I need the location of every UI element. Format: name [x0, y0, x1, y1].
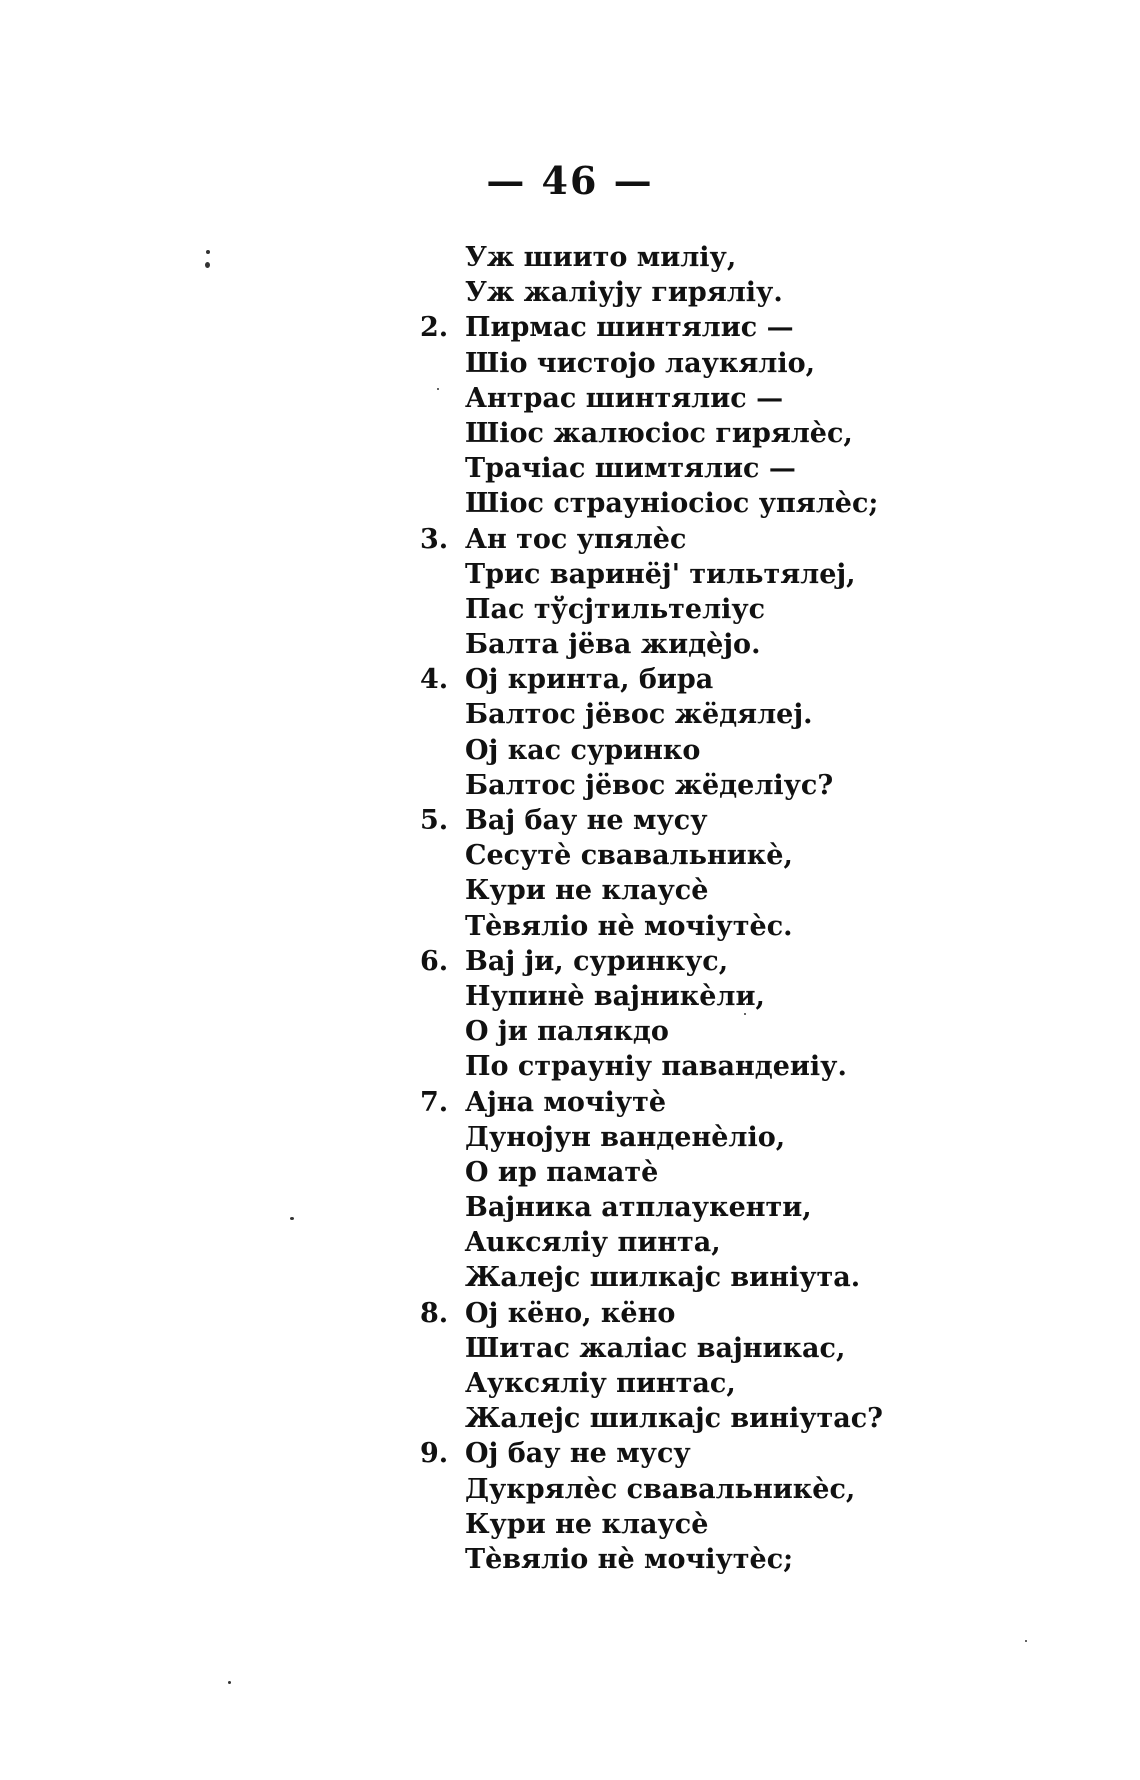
poem-line	[420, 1542, 1120, 1577]
line-text: Аjна мочiутѐ	[465, 1086, 667, 1118]
poem-line	[420, 1014, 1120, 1049]
poem-line	[420, 1296, 1120, 1331]
scan-speck	[206, 250, 210, 254]
poem-line	[420, 1331, 1120, 1366]
line-text: Уж жалiуjу гирялiу.	[465, 277, 783, 309]
line-text: Антрас шинтялис —	[465, 382, 784, 414]
stanza-number: 5.	[420, 805, 449, 836]
line-text: Ан тос упялѐс	[465, 523, 687, 555]
line-text: Шiос страунiосiос упялѐс;	[465, 488, 879, 520]
poem-line	[420, 275, 1120, 310]
stanza-number: 2.	[420, 312, 449, 344]
line-text: Шiо чистоjо лаукялiо,	[465, 347, 816, 379]
poem-line	[420, 486, 1120, 521]
line-text: Auксялiу пинта,	[465, 1227, 721, 1259]
line-text: Оj кринта, бира	[465, 664, 714, 696]
poem-line	[420, 1225, 1120, 1260]
stanza-number: 6.	[420, 945, 449, 977]
poem-line	[420, 697, 1120, 732]
line-text: Балта jёва жидѐjо.	[465, 629, 761, 661]
line-text: Кури не клаусѐ	[465, 1508, 709, 1540]
poem-line	[420, 1260, 1120, 1295]
line-text: Балтос jёвос жёделiус?	[465, 769, 834, 801]
line-text: Нупинѐ ваjникѐли,	[465, 980, 765, 1012]
poem-line	[420, 557, 1120, 592]
poem-line	[420, 416, 1120, 451]
line-text: Тѐвялiо нѐ мочiутѐс.	[465, 910, 793, 942]
scan-speck	[744, 1013, 746, 1015]
poem-line	[420, 627, 1120, 662]
line-text: Пас тўсjтильтелiус	[465, 593, 766, 625]
line-text: Ваjника атплаукенти,	[465, 1192, 812, 1224]
line-text: О ји палякдо	[465, 1016, 669, 1048]
poem-line	[420, 979, 1120, 1014]
line-text: Пирмас шинтялис —	[465, 312, 794, 344]
line-text: Жалеjс шилкаjс винiута.	[465, 1262, 861, 1294]
line-text: Кури не клаусѐ	[465, 875, 709, 907]
poem-line	[420, 451, 1120, 486]
stanza-number: 9.	[420, 1438, 449, 1470]
poem-line	[420, 662, 1120, 697]
line-text: Шитас жалiас ваjникас,	[465, 1332, 846, 1364]
stanza-number: 4.	[420, 664, 449, 696]
stanza-number: 3.	[420, 523, 449, 555]
line-text: Трис варинёj' тильтялеj,	[465, 558, 856, 590]
scan-speck	[205, 262, 210, 268]
scan-speck	[228, 1681, 231, 1684]
scan-speck	[290, 1217, 294, 1220]
poem-line	[420, 346, 1120, 381]
page-number: — 46 —	[486, 158, 654, 203]
line-text: Ваj бау не мусу	[465, 805, 708, 836]
line-text: Тѐвялiо нѐ мочiутѐс;	[465, 1543, 794, 1575]
poem-line	[420, 592, 1120, 627]
poem-line	[420, 1507, 1120, 1542]
poem-line	[420, 381, 1120, 416]
poem-line	[420, 733, 1120, 768]
poem-line	[420, 1085, 1120, 1120]
poem-line	[420, 838, 1120, 873]
poem-line	[420, 873, 1120, 908]
line-text: Балтос jёвос жёдялеj.	[465, 699, 813, 731]
poem-line	[420, 1366, 1120, 1401]
poem-line	[420, 1155, 1120, 1190]
line-text: Ваj ји, суринкус,	[465, 945, 729, 977]
line-text: Трачiас шимтялис —	[465, 453, 796, 485]
line-text: По страунiу павандеиiу.	[465, 1051, 847, 1083]
line-text: Оj кас суринко	[465, 734, 701, 766]
poem-line	[420, 909, 1120, 944]
line-text: Уж шиито милiу,	[465, 242, 737, 273]
line-text: Жалеjс шилкаjс винiутас?	[465, 1403, 883, 1435]
poem	[420, 240, 1120, 1577]
line-text: Дукрялѐс свавальникѐс,	[465, 1473, 856, 1505]
poem-line	[420, 803, 1120, 838]
line-text: Сесутѐ свавальникѐ,	[465, 840, 793, 872]
stanza-number: 7.	[420, 1086, 449, 1118]
line-text: Аукcялiу пинтас,	[465, 1368, 736, 1399]
poem-line	[420, 1190, 1120, 1225]
line-text: Оj бау не мусу	[465, 1438, 691, 1470]
scan-speck	[437, 388, 439, 390]
poem-line	[420, 768, 1120, 803]
line-text: О ир паматѐ	[465, 1156, 659, 1188]
stanza-number: 8.	[420, 1297, 449, 1329]
line-text: Шiос жалюсiос гирялѐс,	[465, 417, 853, 449]
poem-line	[420, 1120, 1120, 1155]
line-text: Оj кёно, кёно	[465, 1297, 676, 1329]
poem-line	[420, 944, 1120, 979]
poem-line	[420, 522, 1120, 557]
poem-line	[420, 240, 1120, 275]
poem-line	[420, 1472, 1120, 1507]
poem-line	[420, 1436, 1120, 1471]
poem-line	[420, 310, 1120, 345]
scan-speck	[1025, 1640, 1027, 1642]
poem-line	[420, 1401, 1120, 1436]
line-text: Дунојун ванденѐлiо,	[465, 1121, 786, 1153]
poem-line	[420, 1049, 1120, 1084]
